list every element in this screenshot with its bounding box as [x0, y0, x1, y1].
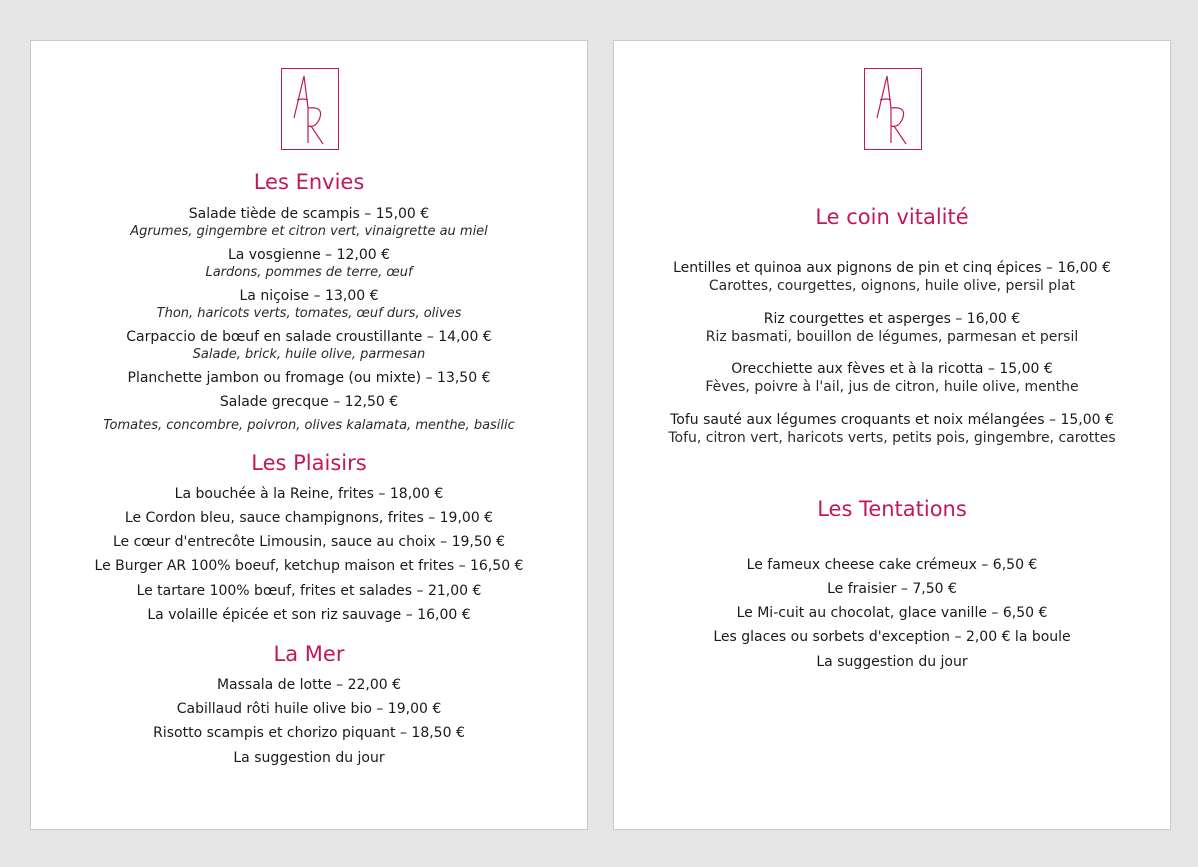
menu-item: Le Burger AR 100% boeuf, ketchup maison et frites – 16,50 € — [94, 558, 524, 574]
menu-item: Riz courgettes et asperges – 16,00 € — [763, 311, 1021, 327]
menu-item: Salade grecque – 12,50 € — [219, 394, 399, 410]
menu-item: Le Cordon bleu, sauce champignons, frites – 19,00 € — [124, 510, 494, 526]
menu-item: Le Mi-cuit au chocolat, glace vanille – 6,50 € — [736, 605, 1048, 621]
menu-item: Lentilles et quinoa aux pignons de pin et cinq épices – 16,00 € — [673, 260, 1111, 276]
menu-item: Risotto scampis et chorizo piquant – 18,50 € — [153, 725, 465, 741]
menu-item: Carpaccio de bœuf en salade croustillante – 14,00 € — [126, 329, 492, 345]
section-title-tentations: Les Tentations — [817, 497, 967, 521]
menu-item: Le fameux cheese cake crémeux – 6,50 € — [746, 557, 1038, 573]
menu-item: Orecchiette aux fèves et à la ricotta – 15,00 € — [731, 361, 1053, 377]
menu-item: Planchette jambon ou fromage (ou mixte) – 13,50 € — [127, 370, 491, 386]
menu-item: La suggestion du jour — [816, 654, 968, 670]
menu-item-desc: Riz basmati, bouillon de légumes, parmesan et persil — [705, 329, 1079, 345]
menu-item-desc: Salade, brick, huile olive, parmesan — [192, 347, 426, 362]
menu-item-desc: Tomates, concombre, poivron, olives kalamata, menthe, basilic — [103, 418, 515, 433]
menu-item: La bouchée à la Reine, frites – 18,00 € — [174, 486, 444, 502]
menu-item-desc: Carottes, courgettes, oignons, huile olive, persil plat — [708, 278, 1076, 294]
menu-item-desc: Tofu, citron vert, haricots verts, petits pois, gingembre, carottes — [668, 430, 1116, 446]
menu-item: Cabillaud rôti huile olive bio – 19,00 € — [176, 701, 442, 717]
menu-page-left — [30, 40, 588, 830]
menu-item: Massala de lotte – 22,00 € — [216, 677, 402, 693]
menu-item: La volaille épicée et son riz sauvage – 16,00 € — [147, 607, 471, 623]
section-title-plaisirs: Les Plaisirs — [251, 451, 367, 475]
menu-item: Le fraisier – 7,50 € — [827, 581, 957, 597]
menu-item-desc: Lardons, pommes de terre, œuf — [205, 265, 413, 280]
section-title-vitalite: Le coin vitalité — [815, 205, 969, 229]
menu-item: La suggestion du jour — [233, 750, 385, 766]
menu-item: La niçoise – 13,00 € — [239, 288, 379, 304]
menu-item: Salade tiède de scampis – 15,00 € — [188, 206, 430, 222]
menu-item: Le cœur d'entrecôte Limousin, sauce au choix – 19,50 € — [112, 534, 506, 550]
menu-item: Les glaces ou sorbets d'exception – 2,00 € la boule — [713, 629, 1071, 645]
menu-item-desc: Agrumes, gingembre et citron vert, vinaigrette au miel — [130, 224, 488, 239]
menu-item: Tofu sauté aux légumes croquants et noix mélangées – 15,00 € — [670, 412, 1114, 428]
menu-item: La vosgienne – 12,00 € — [227, 247, 391, 263]
ar-logo — [864, 68, 922, 150]
menu-item-desc: Thon, haricots verts, tomates, œuf durs, olives — [156, 306, 462, 321]
menu-item-desc: Fèves, poivre à l'ail, jus de citron, huile olive, menthe — [705, 379, 1079, 395]
ar-logo — [281, 68, 339, 150]
section-title-envies: Les Envies — [253, 170, 365, 194]
menu-item: Le tartare 100% bœuf, frites et salades – 21,00 € — [136, 583, 482, 599]
menu-page-right — [613, 40, 1171, 830]
section-title-mer: La Mer — [273, 642, 345, 666]
